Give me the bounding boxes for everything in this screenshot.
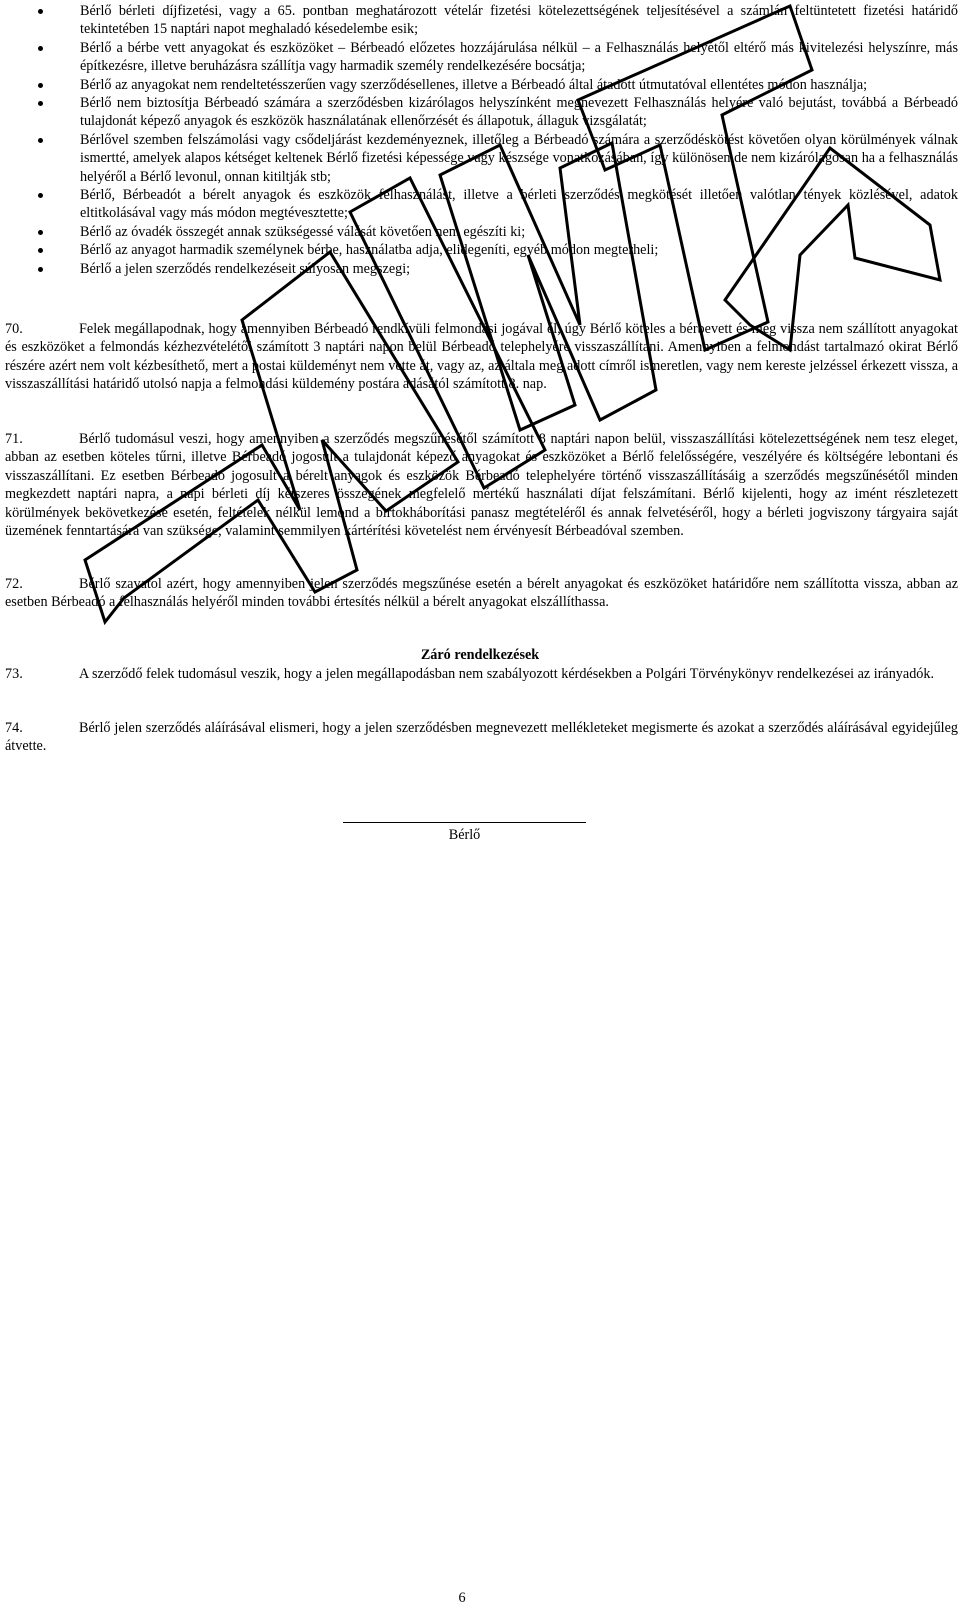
- bullet-icon: [38, 230, 43, 235]
- page-number: 6: [458, 1590, 466, 1606]
- list-item-text: Bérlő az anyagokat nem rendeltetésszerűen vagy szerződésellenes, illetve a Bérbeadó által átadott útmutatóval ellentétes módon használja;: [80, 76, 868, 93]
- bullet-icon: [38, 46, 43, 51]
- list-item: [38, 131, 958, 186]
- list-item-text: Bérlő nem biztosítja Bérbeadó számára a szerződésben kizárólagos helyszínként megnevezett Felhasználás helyére való bejutást, továbbá a Bérbeadó tulajdonát képező anyagok és eszközök használatának ellenőrzését és állapotuk, állaguk vizsgálatát;: [80, 95, 958, 130]
- list-item: [38, 39, 958, 76]
- list-item: [38, 241, 958, 259]
- list-item: [38, 260, 958, 278]
- list-item-text: Bérlő, Bérbeadót a bérelt anyagok és eszközök felhasználást, illetve a bérleti szerződés megkötését illetően valótlan tények közlésével, adatok eltitkolásával vagy más módon megtévesztette;: [80, 187, 958, 222]
- list-item: [38, 186, 958, 223]
- list-item: [38, 76, 958, 94]
- paragraph-70: [5, 320, 958, 394]
- bullet-icon: [38, 248, 43, 253]
- bullet-icon: [38, 101, 43, 106]
- list-item-text: Bérlő a bérbe vett anyagokat és eszközöket – Bérbeadó előzetes hozzájárulása nélkül – a Felhasználás helyétől eltérő más kivitelezési helyszínre, más építkezésre, illetve beruházásra szállítja vagy harmadik személy rendelkezésére bocsátja;: [80, 39, 958, 75]
- signature-line: [343, 822, 586, 823]
- paragraph-number: 73.: [5, 666, 23, 682]
- bullet-icon: [38, 193, 43, 198]
- list-item-text: Bérlő az óvadék összegét annak szükségessé válását követően nem egészíti ki;: [80, 223, 526, 240]
- paragraph-74: [5, 719, 958, 756]
- termination-conditions-list: [38, 2, 958, 278]
- paragraph-text: A szerződő felek tudomásul veszik, hogy a jelen megállapodásban nem szabályozott kérdésekben a Polgári Törvénykönyv rendelkezései az irányadók.: [79, 666, 935, 682]
- signature-label: Bérlő: [448, 827, 481, 843]
- list-item: [38, 94, 958, 131]
- list-item-text: Bérlővel szemben felszámolási vagy csődeljárást kezdeményeznek, illetőleg a Bérbeadó számára a szerződéskötést követően olyan körülmények válnak ismertté, amelyek alapos kétséget keltenek Bérlő fizetési képessége vagy készsége vonatkozásában, így különösen de nem kizárólagosan ha a felhasználás helyéről a Bérlő levonul, onnan kitiltják stb;: [80, 131, 958, 185]
- bullet-icon: [38, 267, 43, 272]
- list-item: [38, 223, 958, 241]
- paragraph-number: 71.: [5, 431, 23, 447]
- paragraph-number: 70.: [5, 321, 23, 337]
- paragraph-72: [5, 575, 958, 612]
- list-item: [38, 2, 958, 39]
- bullet-icon: [38, 9, 43, 14]
- paragraph-text: Felek megállapodnak, hogy amennyiben Bérbeadó rendkívüli felmondási jogával él, úgy Bérlő köteles a bérbevett és még vissza nem szállított anyagokat és eszközöket a felmondás kézhezvételétől számított 3 naptári napon belül Bérbeadó telephelyére visszaszállítani. Amennyiben a felmondást tartalmazó okirat Bérlő részére azért nem volt kézbesíthető, mert a postai küldeményt nem vette át, vagy az, az általa meg adott címről ismeretlen, vagy nem kereste jelzéssel érkezett vissza, a visszaszállítási határidő utolsó napja a felmondási küldemény postára adásától számított 8. nap.: [5, 321, 958, 393]
- paragraph-text: Bérlő szavatol azért, hogy amennyiben jelen szerződés megszűnése esetén a bérelt anyagokat és eszközöket határidőre nem szállította vissza, abban az esetben Bérbeadó a felhasználás helyéről minden további értesítés nélkül a bérelt anyagokat elszállíthassa.: [5, 576, 958, 611]
- list-item-text: Bérlő a jelen szerződés rendelkezéseit súlyosan megszegi;: [80, 260, 411, 277]
- paragraph-number: 74.: [5, 720, 23, 736]
- paragraph-text: Bérlő tudomásul veszi, hogy amennyiben a szerződés megszűnésétől számított 8 naptári napon belül, visszaszállítási kötelezettségének nem tesz eleget, abban az esetben köteles tűrni, illetve Bérbeadó jogosult a tulajdonát képező anyagokat és eszközöket a Bérlő felelősségére, veszélyére és költségére lebontani és visszaszállítani. Ez esetben Bérbeadó jogosult a bérelt anyagok és eszközök Bérbeadó telephelyére történő visszaszállításáig a szerződés megszűnésétől minden megkezdett naptári napra, a napi bérleti díj kétszeres összegének megfelelő mértékű használati díjat felszámítani. Bérlő kijelenti, hogy az imént részletezett körülmények bekövetkezése esetén, feltételek nélkül lemond a birtokháborítási panasz megtételéről és annak felvetéséről, hogy a bérleti jogviszony tárgyaira saját üzemének fenntartására van szüksége, valamint semmilyen kártérítési követelést nem érvényesít Bérbeadóval szemben.: [5, 431, 958, 540]
- list-item-text: Bérlő az anyagot harmadik személynek bérbe, használatba adja, elidegeníti, egyéb módon megterheli;: [80, 242, 659, 259]
- paragraph-number: 72.: [5, 576, 23, 592]
- section-heading: Záró rendelkezések: [420, 647, 540, 663]
- bullet-icon: [38, 138, 43, 143]
- list-item-text: Bérlő bérleti díjfizetési, vagy a 65. pontban meghatározott vételár fizetési kötelezettségének teljesítésével a számlán feltüntetett fizetési határidő tekintetében 15 naptári napot meghaladó késedelembe esik;: [80, 3, 958, 38]
- paragraph-73: [5, 665, 958, 683]
- bullet-icon: [38, 83, 43, 88]
- paragraph-71: [5, 430, 958, 540]
- paragraph-text: Bérlő jelen szerződés aláírásával elismeri, hogy a jelen szerződésben megnevezett mellékleteket megismerte és azokat a szerződés aláírásával egyidejűleg átvette.: [5, 720, 958, 755]
